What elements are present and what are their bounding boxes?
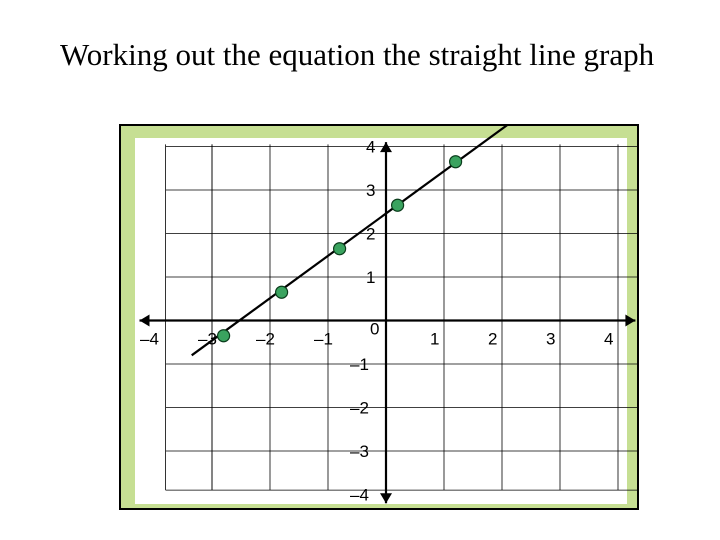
x-tick-label: 4 <box>604 329 614 349</box>
y-tick-label: 4 <box>366 137 376 157</box>
data-point-marker <box>334 243 346 255</box>
data-point-marker <box>218 330 230 342</box>
x-tick-label: –2 <box>256 329 275 349</box>
x-tick-label: 0 <box>370 319 380 339</box>
x-axis-arrow-right <box>625 315 635 327</box>
data-point-marker <box>276 286 288 298</box>
y-tick-label: –1 <box>350 355 369 374</box>
data-point-marker <box>450 156 462 168</box>
y-tick-label: –2 <box>350 398 369 418</box>
x-tick-label: 3 <box>546 329 556 349</box>
coordinate-grid-chart <box>121 126 637 508</box>
x-tick-label: 2 <box>488 329 498 349</box>
slide-title: Working out the equation the straight line graph <box>60 37 655 72</box>
y-tick-label: 2 <box>366 224 376 244</box>
x-tick-label: 1 <box>430 329 440 349</box>
y-tick-label: –3 <box>350 442 369 461</box>
y-tick-label: 3 <box>366 181 376 200</box>
data-point-marker <box>392 199 404 211</box>
x-tick-label: –3 <box>198 329 217 349</box>
y-tick-label: –4 <box>350 485 369 505</box>
graph-frame <box>119 124 639 510</box>
x-tick-label: –1 <box>314 329 333 349</box>
y-tick-label: 1 <box>366 268 376 287</box>
x-tick-label: –4 <box>140 329 159 349</box>
